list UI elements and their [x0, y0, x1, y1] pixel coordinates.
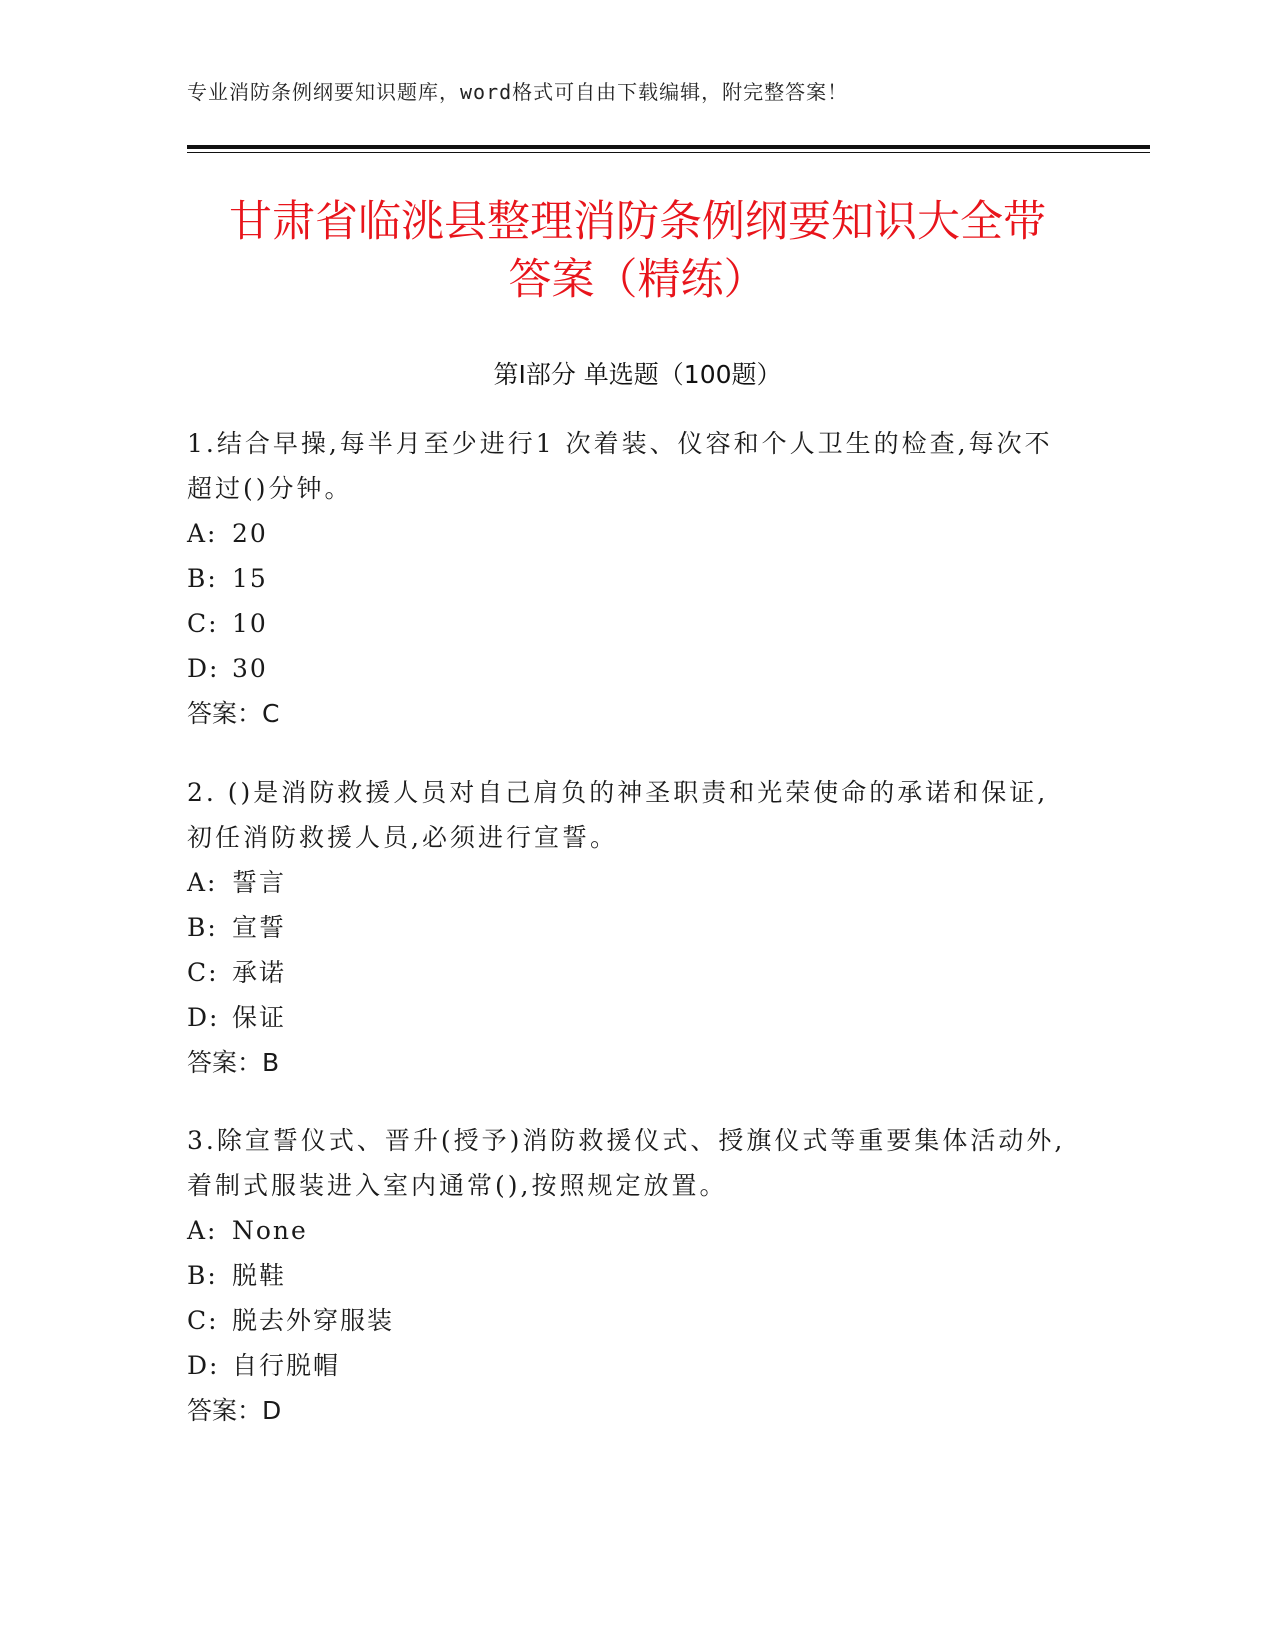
option-a — [187, 1208, 1067, 1253]
option-letter: A: — [187, 519, 218, 548]
option-value: None — [232, 1216, 308, 1245]
option-letter: C: — [187, 1306, 219, 1335]
option-d — [187, 1343, 1067, 1388]
option-value: 承诺 — [232, 958, 287, 987]
option-value: 誓言 — [232, 868, 287, 897]
option-value: 脱去外穿服装 — [232, 1306, 395, 1335]
option-value: 宣誓 — [232, 913, 287, 942]
option-value: 10 — [232, 609, 268, 638]
document-title — [140, 193, 1135, 309]
header-rule-thin — [187, 152, 1150, 153]
question-text: 2. ()是消防救援人员对自己肩负的神圣职责和光荣使命的承诺和保证,初任消防救援人员,必须进行宣誓。 — [187, 778, 1049, 852]
option-letter: B: — [187, 564, 218, 593]
option-letter: D: — [187, 654, 220, 683]
option-c — [187, 950, 1067, 995]
question-text: 1.结合早操,每半月至少进行1 次着装、仪容和个人卫生的检查,每次不超过()分钟。 — [187, 429, 1053, 503]
option-value: 脱鞋 — [232, 1261, 287, 1290]
option-letter: A: — [187, 868, 218, 897]
option-value: 自行脱帽 — [232, 1351, 341, 1380]
option-letter: C: — [187, 958, 219, 987]
option-b — [187, 1253, 1067, 1298]
option-b — [187, 556, 1067, 601]
document-title-line2: 答案（精练） — [508, 255, 767, 305]
option-b — [187, 905, 1067, 950]
answer: 答案：B — [187, 1048, 280, 1077]
option-value: 30 — [232, 654, 268, 683]
option-a — [187, 860, 1067, 905]
option-letter: C: — [187, 609, 219, 638]
header-rule-thick — [187, 145, 1150, 149]
question-3 — [187, 1118, 1067, 1433]
option-a — [187, 511, 1067, 556]
answer: 答案：C — [187, 699, 280, 728]
answer: 答案：D — [187, 1396, 282, 1425]
option-value: 保证 — [232, 1003, 287, 1032]
option-letter: D: — [187, 1351, 220, 1380]
option-value: 15 — [232, 564, 268, 593]
section-title: 第Ⅰ部分 单选题（100题） — [493, 360, 782, 389]
option-c — [187, 1298, 1067, 1343]
option-letter: D: — [187, 1003, 220, 1032]
document-title-line1: 甘肃省临洮县整理消防条例纲要知识大全带 — [229, 197, 1046, 247]
option-d — [187, 646, 1067, 691]
option-letter: B: — [187, 913, 218, 942]
question-1 — [187, 421, 1067, 736]
header-note: 专业消防条例纲要知识题库，word格式可自由下载编辑，附完整答案！ — [187, 80, 849, 104]
option-letter: B: — [187, 1261, 218, 1290]
option-c — [187, 601, 1067, 646]
question-2 — [187, 770, 1067, 1085]
question-text: 3.除宣誓仪式、晋升(授予)消防救援仪式、授旗仪式等重要集体活动外,着制式服装进入室内通常(),按照规定放置。 — [187, 1126, 1066, 1200]
option-d — [187, 995, 1067, 1040]
option-letter: A: — [187, 1216, 218, 1245]
option-value: 20 — [232, 519, 268, 548]
